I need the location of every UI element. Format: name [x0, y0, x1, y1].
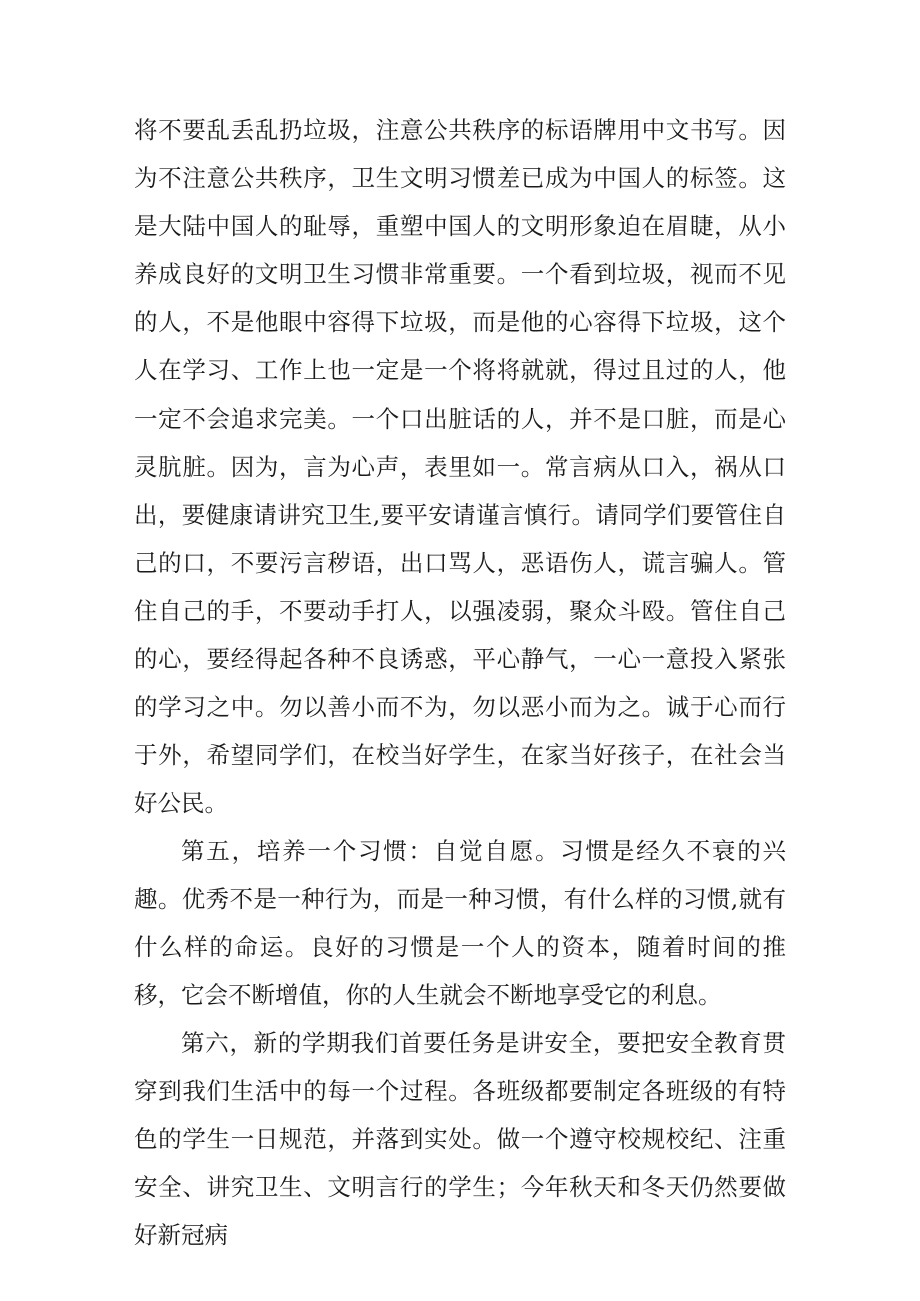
paragraph-continuation: 将不要乱丢乱扔垃圾，注意公共秩序的标语牌用中文书写。因为不注意公共秩序，卫生文明习惯差已成为中国人的标签。这是大陆中国人的耻辱，重塑中国人的文明形象迫在眉睫，从小养成良好的文明卫生习惯非常重要。一个看到垃圾，视而不见的人，不是他眼中容得下垃圾，而是他的心容得下垃圾，这个人在学习、工作上也一定是一个将将就就，得过且过的人，他一定不会追求完美。一个口出脏话的人，并不是口脏，而是心灵肮脏。因为，言为心声，表里如一。常言病从口入，祸从口出，要健康请讲究卫生,要平安请谨言慎行。请同学们要管住自己的口，不要污言秽语，出口骂人，恶语伤人，谎言骗人。管住自己的手，不要动手打人，以强凌弱，聚众斗殴。管住自己的心，要经得起各种不良诱惑，平心静气，一心一意投入紧张的学习之中。勿以善小而不为，勿以恶小而为之。诚于心而行于外，希望同学们，在校当好学生，在家当好孩子，在社会当好公民。 [134, 116, 786, 818]
body-text-fifth [134, 827, 786, 1019]
body-text-sixth [134, 1019, 786, 1259]
body-text-continuation [134, 106, 786, 827]
paragraph-fifth: 第五，培养一个习惯：自觉自愿。习惯是经久不衰的兴趣。优秀不是一种行为，而是一种习惯，有什么样的习惯,就有什么样的命运。良好的习惯是一个人的资本，随着时间的推移，它会不断增值，你的人生就会不断地享受它的利息。 [134, 837, 786, 1010]
paragraph-sixth: 第六，新的学期我们首要任务是讲安全，要把安全教育贯穿到我们生活中的每一个过程。各班级都要制定各班级的有特色的学生一日规范，并落到实处。做一个遵守校规校纪、注重安全、讲究卫生、文明言行的学生；今年秋天和冬天仍然要做好新冠病 [134, 1029, 786, 1250]
